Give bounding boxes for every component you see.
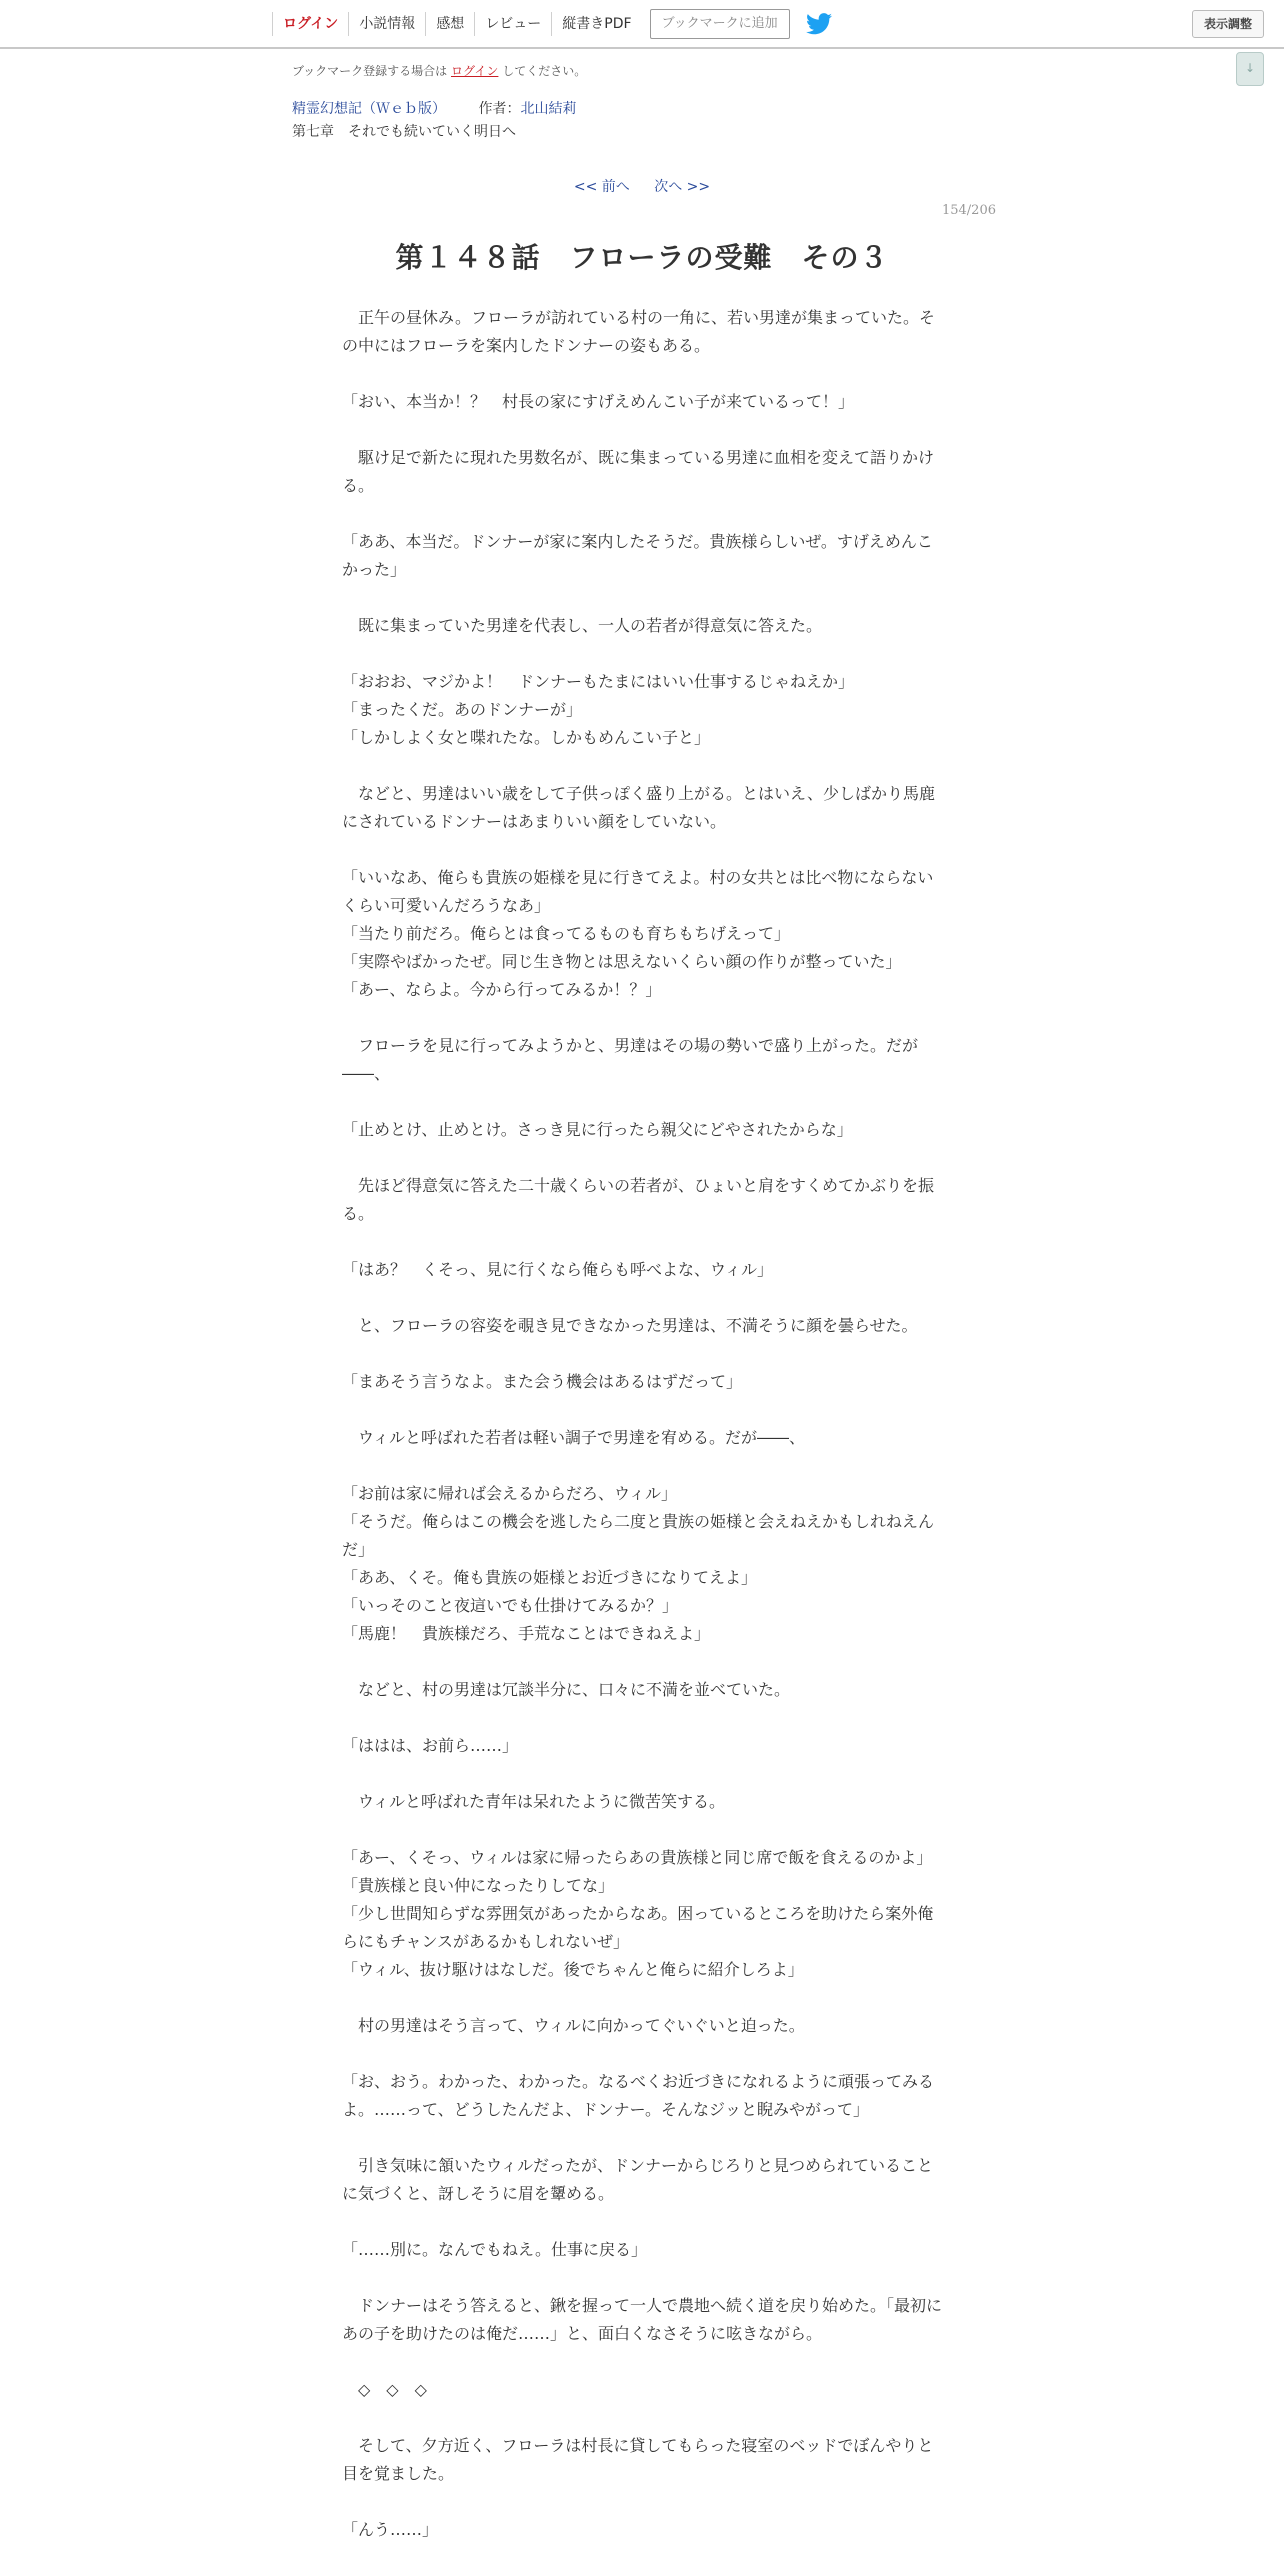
- body-line: [342, 500, 942, 528]
- notice-prefix: ブックマーク登録する場合は: [292, 64, 448, 78]
- bookmark-login-notice: [292, 62, 586, 79]
- body-line: 「あー、くそっ、ウィルは家に帰ったらあの貴族様と同じ席で飯を食えるのかよ」: [342, 1848, 933, 1867]
- body-line: などと、男達はいい歳をして子供っぽく盛り上がる。とはいえ、少しばかり馬鹿にされているドンナーはあまりいい顔をしていない。: [342, 784, 935, 831]
- body-line: [342, 752, 942, 780]
- body-line: [342, 2124, 942, 2152]
- notice-login-link[interactable]: ログイン: [451, 64, 499, 78]
- body-line: [342, 1760, 942, 1788]
- body-line: 「んう……」: [342, 2520, 439, 2539]
- body-line: 「はあ？ くそっ、見に行くなら俺らも呼べよな、ウィル」: [342, 1260, 774, 1279]
- add-bookmark-button[interactable]: ブックマークに追加: [650, 9, 790, 39]
- body-line: 村の男達はそう言って、ウィルに向かってぐいぐいと迫った。: [342, 2016, 805, 2035]
- body-line: そして、夕方近く、フローラは村長に貸してもらった寝室のベッドでぼんやりと目を覚ました。: [342, 2436, 934, 2483]
- body-line: [342, 2488, 942, 2516]
- body-line: [342, 2208, 942, 2236]
- body-line: [342, 1340, 942, 1368]
- body-line: と、フローラの容姿を覗き見できなかった男達は、不満そうに顔を曇らせた。: [342, 1316, 918, 1335]
- body-line: フローラを見に行ってみようかと、男達はその場の勢いで盛り上がった。だが――、: [342, 1036, 919, 1083]
- chapter-title: 第七章 それでも続いていく明日へ: [292, 124, 516, 140]
- scroll-down-button[interactable]: ↓: [1236, 52, 1264, 86]
- body-line: 駆け足で新たに現れた男数名が、既に集まっている男達に血相を変えて語りかける。: [342, 448, 935, 495]
- body-line: 既に集まっていた男達を代表し、一人の若者が得意気に答えた。: [342, 616, 823, 635]
- body-line: 「馬鹿！ 貴族様だろ、手荒なことはできねえよ」: [342, 1624, 711, 1643]
- body-line: 「そうだ。俺らはこの機会を逃したら二度と貴族の姫様と会えねえかもしれねえんだ」: [342, 1512, 935, 1559]
- novel-body: [342, 304, 942, 2544]
- next-page-link[interactable]: 次へ >>: [654, 179, 711, 195]
- body-line: 先ほど得意気に答えた二十歳くらいの若者が、ひょいと肩をすくめてかぶりを振る。: [342, 1176, 935, 1223]
- body-line: [342, 836, 942, 864]
- body-line: 「お、おう。わかった、わかった。なるべくお近づきになれるように頑張ってみるよ。……って、どうしたんだよ、ドンナー。そんなジッと睨みやがって」: [342, 2072, 935, 2119]
- body-line: 「しかしよく女と喋れたな。しかもめんこい子と」: [342, 728, 711, 747]
- nav-impressions[interactable]: 感想: [425, 12, 474, 36]
- body-line: [342, 1284, 942, 1312]
- body-line: 「止めとけ、止めとけ。さっき見に行ったら親父にどやされたからな」: [342, 1120, 853, 1139]
- body-line: 「ウィル、抜け駆けはなしだ。後でちゃんと俺らに紹介しろよ」: [342, 1960, 804, 1979]
- top-header: [0, 0, 1284, 49]
- body-line: 「貴族様と良い仲になったりしてな」: [342, 1876, 615, 1895]
- body-line: 「いいなあ、俺らも貴族の姫様を見に行きてえよ。村の女共とは比べ物にならないくらい可愛いんだろうなあ」: [342, 868, 934, 915]
- body-line: 「まあそう言うなよ。また会う機会はあるはずだって」: [342, 1372, 743, 1391]
- nav-login[interactable]: ログイン: [272, 12, 348, 36]
- pager: [0, 176, 1284, 196]
- notice-suffix: してください。: [502, 64, 587, 78]
- nav-vertical-pdf[interactable]: 縦書きPDF: [551, 12, 641, 36]
- body-line: 「ああ、くそ。俺も貴族の姫様とお近づきになりてえよ」: [342, 1568, 758, 1587]
- body-line: 「おおお、マジかよ！ ドンナーもたまにはいい仕事するじゃねえか」: [342, 672, 855, 691]
- body-line: 「少し世間知らずな雰囲気があったからなあ。困っているところを助けたら案外俺らにもチャンスがあるかもしれないぜ」: [342, 1904, 934, 1951]
- body-line: ウィルと呼ばれた青年は呆れたように微苦笑する。: [342, 1792, 726, 1811]
- author-label: 作者：: [478, 101, 521, 117]
- episode-progress: 154/206: [941, 203, 996, 218]
- display-settings-button[interactable]: 表示調整: [1192, 10, 1264, 38]
- body-line: 引き気味に頷いたウィルだったが、ドンナーからじろりと見つめられていることに気づくと、訝しそうに眉を顰める。: [342, 2156, 934, 2203]
- body-line: 「お前は家に帰れば会えるからだろ、ウィル」: [342, 1484, 678, 1503]
- body-line: [342, 584, 942, 612]
- body-line: [342, 2404, 942, 2432]
- body-line: 「ははは、お前ら……」: [342, 1736, 519, 1755]
- twitter-icon[interactable]: [806, 13, 832, 35]
- body-line: [342, 1648, 942, 1676]
- body-line: ◇ ◇ ◇: [342, 2380, 427, 2399]
- body-line: [342, 1088, 942, 1116]
- body-line: 「当たり前だろ。俺らとは食ってるものも育ちもちげえって」: [342, 924, 791, 943]
- top-nav: [272, 8, 832, 40]
- body-line: [342, 1984, 942, 2012]
- body-line: [342, 1396, 942, 1424]
- body-line: [342, 2264, 942, 2292]
- novel-series-line: [292, 98, 576, 118]
- body-line: [342, 416, 942, 444]
- novel-title-link[interactable]: 精霊幻想記（Ｗｅｂ版）: [292, 101, 446, 117]
- body-line: [342, 1004, 942, 1032]
- body-line: [342, 640, 942, 668]
- body-line: 「おい、本当か！？ 村長の家にすげえめんこい子が来ているって！」: [342, 392, 855, 411]
- body-line: [342, 1144, 942, 1172]
- body-line: [342, 1704, 942, 1732]
- body-line: 「ああ、本当だ。ドンナーが家に案内したそうだ。貴族様らしいぜ。すげえめんこかった」: [342, 532, 933, 579]
- body-line: 「あー、ならよ。今から行ってみるか！？」: [342, 980, 662, 999]
- author-link[interactable]: 北山結莉: [520, 101, 577, 117]
- body-line: 「まったくだ。あのドンナーが」: [342, 700, 583, 719]
- episode-title: 第１４８話 フローラの受難 その３: [395, 241, 889, 274]
- prev-page-link[interactable]: << 前へ: [573, 179, 630, 195]
- body-line: [342, 360, 942, 388]
- body-line: ウィルと呼ばれた若者は軽い調子で男達を宥める。だが――、: [342, 1428, 806, 1447]
- body-line: [342, 1816, 942, 1844]
- body-line: [342, 1228, 942, 1256]
- nav-review[interactable]: レビュー: [474, 12, 551, 36]
- nav-novel-info[interactable]: 小説情報: [348, 12, 425, 36]
- body-line: [342, 2348, 942, 2376]
- body-line: 「実際やばかったぜ。同じ生き物とは思えないくらい顔の作りが整っていた」: [342, 952, 902, 971]
- body-line: などと、村の男達は冗談半分に、口々に不満を並べていた。: [342, 1680, 791, 1699]
- body-line: 「いっそのこと夜這いでも仕掛けてみるか？」: [342, 1596, 679, 1615]
- body-line: [342, 2040, 942, 2068]
- body-line: 「……別に。なんでもねえ。仕事に戻る」: [342, 2240, 647, 2259]
- body-line: [342, 1452, 942, 1480]
- body-line: 正午の昼休み。フローラが訪れている村の一角に、若い男達が集まっていた。その中にはフローラを案内したドンナーの姿もある。: [342, 308, 935, 355]
- body-line: ドンナーはそう答えると、鍬を握って一人で農地へ続く道を戻り始めた。「最初にあの子を助けたのは俺だ……」と、面白くなさそうに呟きながら。: [342, 2296, 943, 2343]
